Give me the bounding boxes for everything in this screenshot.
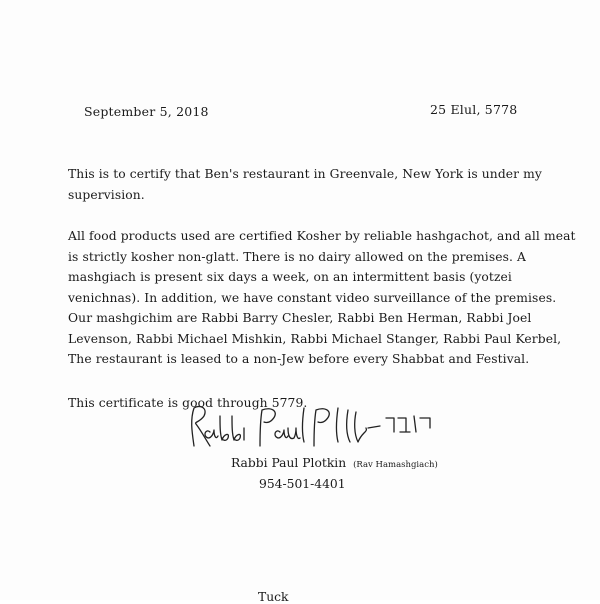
signer-block	[231, 456, 451, 491]
paragraph-line: Levenson, Rabbi Michael Mishkin, Rabbi Michael Stanger, Rabbi Paul Kerbel,	[68, 331, 562, 346]
paragraph-line: mashgiach is present six days a week, on an intermittent basis (yotzei	[68, 270, 512, 284]
paragraph-line: This is to certify that Ben's restaurant in Greenvale, New York is under my	[68, 167, 542, 181]
details-paragraph	[68, 226, 576, 370]
paragraph-line: This certificate is good through 5779.	[68, 396, 308, 410]
paragraph-line: All food products used are certified Kosher by reliable hashgachot, and all meat	[68, 229, 576, 243]
paragraph-line: The restaurant is leased to a non-Jew before every Shabbat and Festival.	[68, 352, 530, 366]
signer-name-row	[231, 456, 451, 470]
paragraph-line: supervision.	[68, 187, 145, 202]
paragraph-line: is strictly kosher non-glatt. There is no dairy allowed on the premises. A	[68, 249, 527, 264]
paragraph-line: venichnas). In addition, we have constant video surveillance of the premises.	[68, 290, 557, 305]
gregorian-date: September 5, 2018	[84, 104, 209, 119]
cut-off-text-fragment: Tuck	[258, 590, 289, 604]
handwritten-signature	[180, 402, 440, 454]
paragraph-line: Our mashgichim are Rabbi Barry Chesler, Rabbi Ben Herman, Rabbi Joel	[68, 311, 532, 325]
hebrew-date: 25 Elul, 5778	[430, 102, 518, 117]
signer-name: Rabbi Paul Plotkin	[231, 456, 347, 470]
certification-paragraph	[68, 164, 542, 205]
signer-phone: 954-501-4401	[259, 477, 346, 491]
signer-title: (Rav Hamashgiach)	[353, 460, 438, 470]
